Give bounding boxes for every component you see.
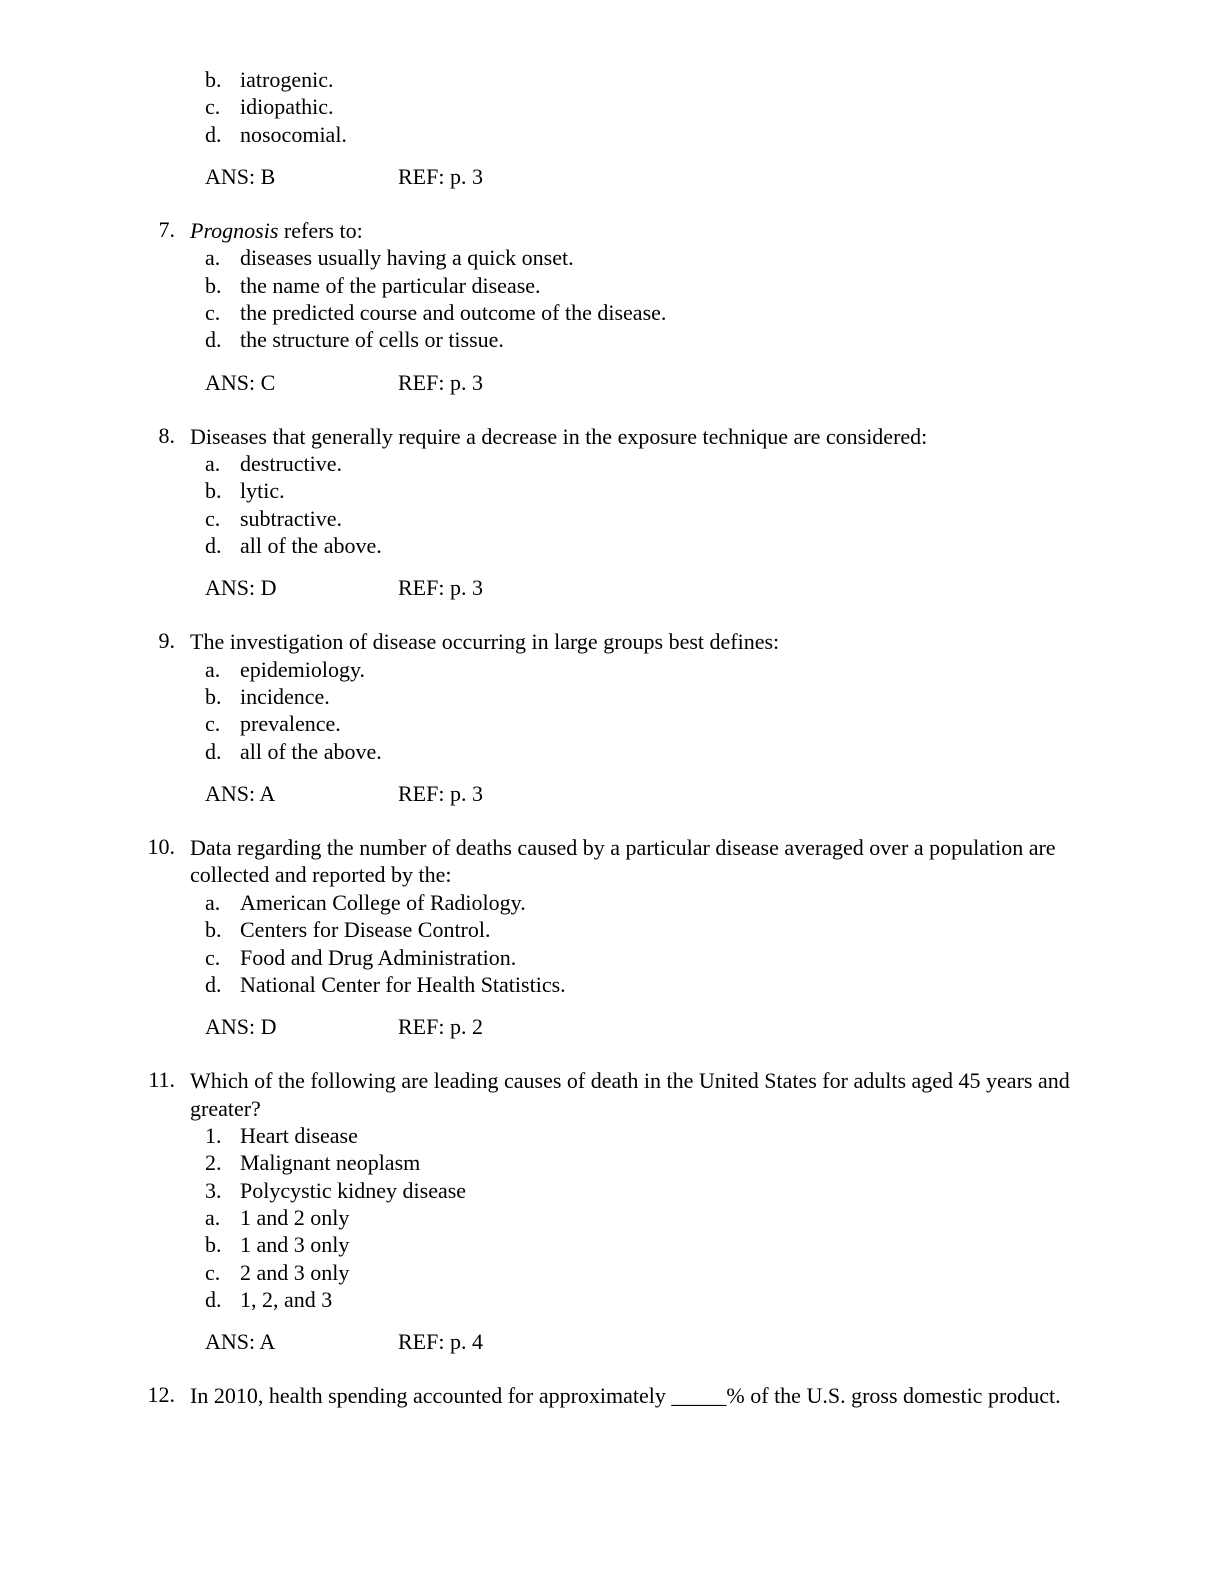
page-reference: REF: p. 3 [398,163,483,189]
question-stem: In 2010, health spending accounted for approximately _____% of the U.S. gross domestic product. [190,1383,1061,1409]
option-text: lytic. [240,478,285,504]
option [205,738,1224,765]
option [205,121,1224,148]
question-number: 7. [158,216,175,242]
option-text: 2 and 3 only [240,1259,350,1285]
option-letter: a. [205,889,221,915]
statement-item [205,1149,1224,1176]
option-text: idiopathic. [240,94,334,120]
option-letter: a. [205,451,221,477]
question-stem: The investigation of disease occurring in large groups best defines: [190,629,780,655]
option-letter: c. [205,944,221,970]
option-letter: a. [205,245,221,271]
question-number: 8. [158,422,175,448]
option [205,477,1224,504]
option [205,656,1224,683]
option-letter: 3. [205,1177,222,1203]
option-letter: a. [205,1205,221,1231]
question-stem: Data regarding the number of deaths caused by a particular disease averaged over a population are collected and reported by the: [190,834,1056,888]
page-reference: REF: p. 3 [398,780,483,806]
options-list [205,1122,1224,1313]
answer-row [205,369,1224,396]
option-letter: b. [205,917,222,943]
option-text: epidemiology. [240,656,366,682]
question-stem: Diseases that generally require a decrease in the exposure technique are considered: [190,423,928,449]
option-letter: c. [205,505,221,531]
option-letter: b. [205,1232,222,1258]
option [205,93,1224,120]
question-number: 10. [147,833,175,859]
question-number: 11. [148,1067,175,1093]
option-text: Centers for Disease Control. [240,917,491,943]
question-stem [190,217,1095,245]
option-letter: c. [205,94,221,120]
option-text: diseases usually having a quick onset. [240,245,574,271]
option-text: Food and Drug Administration. [240,944,517,970]
option-letter: d. [205,121,222,147]
question-9 [0,628,1224,807]
statement-item [205,1122,1224,1149]
option [205,272,1224,299]
option [205,710,1224,737]
option-text: 1 and 2 only [240,1205,350,1231]
answer-row [205,1013,1224,1040]
option-text: 1, 2, and 3 [240,1286,333,1312]
question-11 [0,1067,1224,1355]
option [205,944,1224,971]
options-list [205,889,1224,998]
question-number: 9. [158,628,175,654]
option-text: the structure of cells or tissue. [240,327,504,353]
question-number: 12. [147,1382,175,1408]
option-text: destructive. [240,451,343,477]
option-text: Polycystic kidney disease [240,1177,467,1203]
options-list [205,656,1224,765]
question-12 [0,1382,1224,1410]
answer-row [205,1328,1224,1355]
option [205,505,1224,532]
option-text: Malignant neoplasm [240,1150,421,1176]
option-letter: b. [205,684,222,710]
option-text: 1 and 3 only [240,1232,350,1258]
option-text: subtractive. [240,505,343,531]
statement-item [205,1177,1224,1204]
option-text: all of the above. [240,738,382,764]
question-8 [0,423,1224,602]
answer-row [205,163,1224,190]
options-list [205,244,1224,353]
page-reference: REF: p. 2 [398,1014,483,1040]
page-reference: REF: p. 3 [398,575,483,601]
option [205,1259,1224,1286]
option-text: prevalence. [240,711,341,737]
option-text: American College of Radiology. [240,889,526,915]
page-reference: REF: p. 4 [398,1329,483,1355]
option-letter: d. [205,532,222,558]
question-term: Prognosis [190,217,279,243]
option-text: nosocomial. [240,121,347,147]
option [205,532,1224,559]
option [205,1231,1224,1258]
option [205,450,1224,477]
option-letter: 1. [205,1123,222,1149]
option [205,326,1224,353]
option-letter: b. [205,67,222,92]
option [205,916,1224,943]
option [205,299,1224,326]
answer-row [205,780,1224,807]
option-letter: c. [205,1259,221,1285]
answer-key: ANS: A [205,1329,276,1355]
continued-options [205,66,1224,148]
answer-key: ANS: C [205,369,276,395]
options-list [205,450,1224,559]
answer-key: ANS: A [205,780,276,806]
option-text: Heart disease [240,1123,358,1149]
option-letter: a. [205,656,221,682]
option-letter: d. [205,738,222,764]
page-reference: REF: p. 3 [398,369,483,395]
document-page [0,66,1224,1410]
option [205,889,1224,916]
option [205,66,1224,93]
option [205,1286,1224,1313]
option [205,683,1224,710]
option-letter: b. [205,478,222,504]
option-text: the predicted course and outcome of the disease. [240,299,667,325]
option-letter: d. [205,327,222,353]
question-10 [0,834,1224,1040]
option-letter: b. [205,272,222,298]
option [205,1204,1224,1231]
option-text: all of the above. [240,532,382,558]
option-text: the name of the particular disease. [240,272,541,298]
option [205,971,1224,998]
option-text: iatrogenic. [240,67,334,92]
answer-row [205,574,1224,601]
option-letter: d. [205,1286,222,1312]
question-7 [0,217,1224,396]
option-letter: c. [205,711,221,737]
question-stem: Which of the following are leading causes of death in the United States for adults aged 45 years and greater? [190,1068,1070,1121]
option-letter: c. [205,299,221,325]
answer-key: ANS: D [205,575,277,601]
option-letter: d. [205,971,222,997]
answer-key: ANS: B [205,163,276,189]
option [205,244,1224,271]
question-stem-text: refers to: [278,217,363,243]
option-text: incidence. [240,684,330,710]
answer-key: ANS: D [205,1014,277,1040]
option-letter: 2. [205,1150,222,1176]
option-text: National Center for Health Statistics. [240,971,566,997]
